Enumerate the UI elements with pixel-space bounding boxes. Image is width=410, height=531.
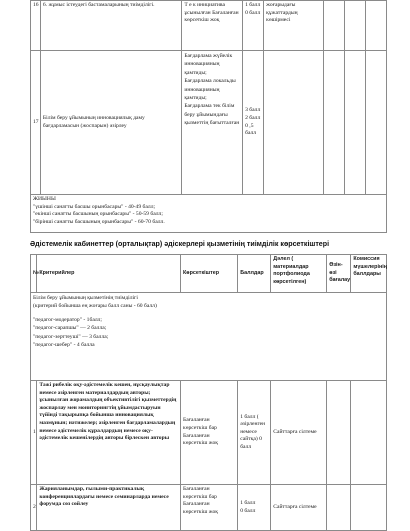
empty-cell: [327, 381, 351, 485]
row-number: 16: [31, 1, 41, 51]
header-criteria: Критерийлер: [37, 255, 181, 293]
totals-line: "екінші санатты басшының орынбасары" - 50-59 балл;: [33, 211, 163, 218]
score-cell: 1 балл ( әзірленген немесе сайтқа) 0 балл: [238, 381, 271, 485]
evidence-cell: Сайттарға сілтеме: [271, 485, 327, 531]
table-row: [31, 381, 387, 485]
totals-line: "бірінші санатты басшының орынбасары" - 60-70 балл.: [33, 218, 165, 225]
indicator-cell: Бағаланған көрсеткіш бар Бағаланған көрсеткіш жоқ: [181, 381, 238, 485]
score-cell: 3 балл 2 балл 0 ,5 балл: [243, 51, 264, 195]
header-evidence: Дәлел ( материалдар портфолиода көрсетілген): [271, 255, 327, 293]
note-cell: жоғарыдағы құжаттардың көшірмесі: [264, 1, 324, 51]
criteria-table-top: [30, 0, 387, 233]
table-row: [31, 485, 387, 531]
criterion-cell: 6. жұмыс істеудегі бастамаларының тиімділігі.: [40, 1, 181, 51]
score-cell: 1 балл 0 балл: [243, 1, 264, 51]
empty-cell: [351, 485, 387, 531]
totals-row: [31, 195, 387, 233]
header-commission: Комиссия мүшелерінің баллдары: [351, 255, 387, 293]
header-self-assessment: Өзін-өзі бағалау: [327, 255, 351, 293]
table-row: [31, 1, 387, 51]
methodist-criteria-table: [30, 254, 387, 531]
empty-cell: [351, 381, 387, 485]
indicator-line: Бағдарлама тек білім беру ұйымындағы қызметтің бағытталған: [184, 103, 240, 127]
totals-cell: [31, 195, 387, 233]
level-line: "педагог-зерттеуші" — 3 балла;: [33, 333, 109, 340]
evidence-cell: Сайттарға сілтеме: [271, 381, 327, 485]
header-num: №: [31, 255, 37, 293]
level-line: "педагог-модератор" - 1балл;: [33, 316, 102, 323]
empty-cell: [365, 1, 386, 51]
empty-cell: [365, 51, 386, 195]
header-points: Баллдар: [238, 255, 271, 293]
row-number: 1: [31, 381, 37, 485]
empty-cell: [344, 51, 365, 195]
criterion-cell: Тәжі рибелік оқу-әдістемелік кешен, нұсқаулықтар немесе әзірленген материалдардың авторы; ұсынылған жорамалдың объективтілігі қызметтердің жоспарлау мен мониторингтің ұйымдастыруын түйінді тақырыпқа бойынша инновациялық мазмұнын; нәтижелер; әзірленген бағдарламалардың немесе әдістемелік құралдардың немесе оқу-әдістемелік кешенілердің авторы бірлескен авторы: [37, 381, 181, 485]
empty-cell: [264, 51, 324, 195]
indicator-cell: [182, 51, 243, 195]
totals-line: "үшінші санатты басшы орынбасары" - 40-49 балл;: [33, 203, 156, 210]
level-line: "педагог-сарапшы" — 2 балла;: [33, 325, 107, 332]
empty-cell: [344, 1, 365, 51]
row-number: 17: [31, 51, 41, 195]
header-indicators: Көрсеткіштер: [181, 255, 238, 293]
indicator-cell: Бағаланған көрсеткіш бар Бағаланған көрсеткіш жоқ: [181, 485, 238, 531]
empty-cell: [323, 51, 344, 195]
section-heading: Әдістемелік кабинеттер (орталықтар) әдіскерлері қызметінің тиімділік көрсеткіштері: [30, 240, 330, 248]
empty-cell: [323, 1, 344, 51]
intro-line: (критерий бойынша ең жоғары балл саны - 60 балл): [33, 303, 157, 310]
totals-label: ЖИЫНЫ: [33, 196, 56, 202]
indicator-line: Бағдарлама жүйелік инновацияның қамтиды;: [184, 53, 233, 76]
intro-row: [31, 293, 387, 381]
score-cell: 1 балл 0 балл: [238, 485, 271, 531]
criterion-cell: Жарияланымдар, ғылыми-практикалық конференциялардағы немесе семинарларда немесе форумда сөз сөйлеу: [37, 485, 181, 531]
intro-cell: [31, 293, 387, 381]
header-row: [31, 255, 387, 293]
table-row: [31, 51, 387, 195]
level-line: "педагог-шебер" - 4 балла: [33, 342, 95, 349]
indicator-line: Бағдарлама локальды инновацияның қамтиды;: [184, 78, 236, 102]
intro-line: Білім беру ұйымының қызметінің тиімділігі: [33, 295, 138, 301]
empty-cell: [327, 485, 351, 531]
indicator-cell: Т е к инициатива ұсынылған Бағаланған көрсеткіш жоқ: [182, 1, 243, 51]
criterion-cell: Білім беру ұйымының инновациялық даму бағдарламасын (жоспарын) әзірлеу: [40, 51, 181, 195]
row-number: 2: [31, 485, 37, 531]
